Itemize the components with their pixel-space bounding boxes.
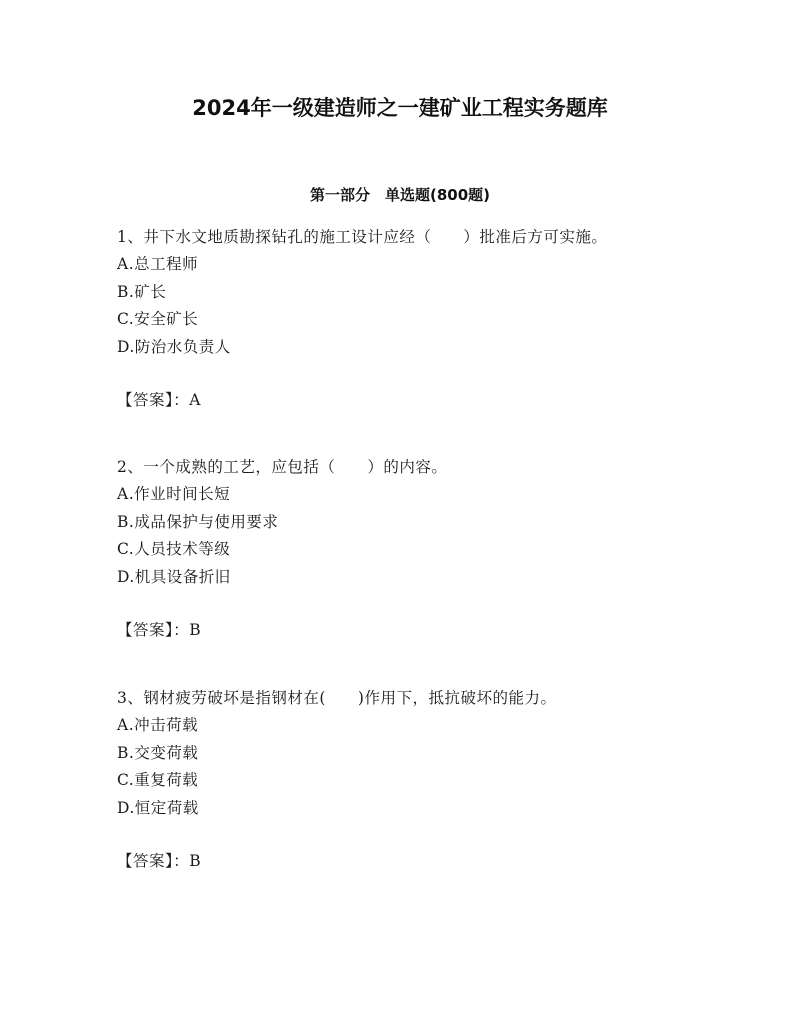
option-c: C.人员技术等级 xyxy=(117,540,231,558)
question-1 xyxy=(117,224,717,414)
answer-line: 【答案】：B xyxy=(117,852,202,870)
option-list xyxy=(117,712,717,822)
option-list xyxy=(117,481,717,591)
answer-line: 【答案】：A xyxy=(117,391,201,409)
question-3 xyxy=(117,685,717,875)
option-b: B.交变荷载 xyxy=(117,743,199,762)
option-b: B.成品保护与使用要求 xyxy=(117,512,279,531)
question-2 xyxy=(117,454,717,644)
section-title: 第一部分 单选题(800题) xyxy=(309,186,491,204)
option-d: D.恒定荷载 xyxy=(117,798,199,817)
option-d: D.防治水负责人 xyxy=(117,337,231,356)
option-a: A.总工程师 xyxy=(117,255,199,273)
answer-line: 【答案】：B xyxy=(117,621,202,639)
question-stem: 3、钢材疲劳破坏是指钢材在( )作用下，抵抗破坏的能力。 xyxy=(117,689,557,707)
question-stem: 1、井下水文地质勘探钻孔的施工设计应经（ ）批准后方可实施。 xyxy=(117,228,608,246)
question-stem: 2、一个成熟的工艺，应包括（ ）的内容。 xyxy=(117,458,448,476)
option-c: C.重复荷载 xyxy=(117,771,199,789)
option-a: A.作业时间长短 xyxy=(117,485,231,503)
option-d: D.机具设备折旧 xyxy=(117,567,231,586)
option-b: B.矿长 xyxy=(117,282,167,301)
option-a: A.冲击荷载 xyxy=(117,716,199,734)
page-title: 2024年一级建造师之一建矿业工程实务题库 xyxy=(192,96,608,120)
option-c: C.安全矿长 xyxy=(117,310,199,328)
option-list xyxy=(117,251,717,361)
